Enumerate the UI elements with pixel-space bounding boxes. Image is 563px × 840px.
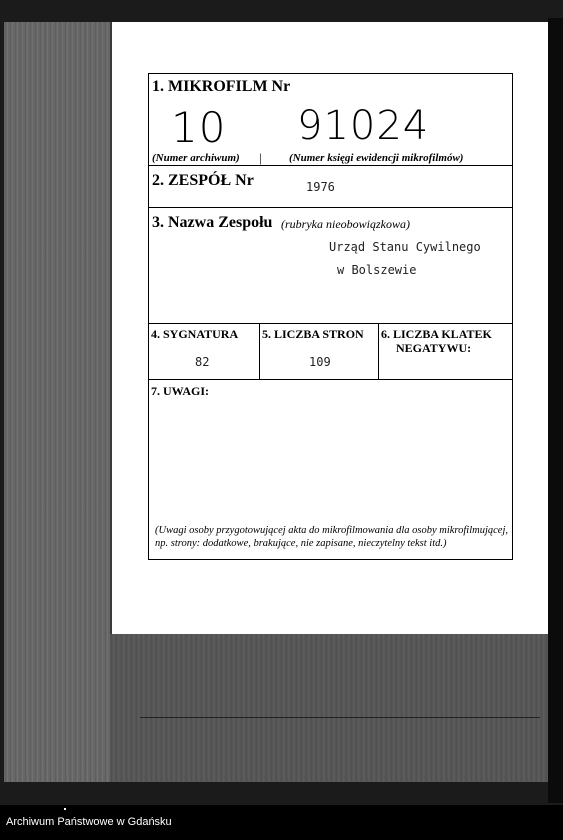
section-7-label: 7. UWAGI: <box>151 384 210 398</box>
archive-number-caption: (Numer archiwum) <box>152 152 240 164</box>
fond-name-line-2: w Bolszewie <box>337 263 417 277</box>
form-rule-2 <box>149 207 512 208</box>
archive-footer-text: Archiwum Państwowe w Gdańsku <box>6 816 172 828</box>
form-rule-3 <box>149 323 512 324</box>
form-col-rule-1 <box>259 323 260 379</box>
film-edge-left <box>4 22 110 782</box>
remarks-note-line-1: (Uwagi osoby przygotowującej akta do mikrofilmowania dla osoby mikrofilmującej, <box>155 525 508 536</box>
form-rule-1 <box>149 165 512 166</box>
section-4-label: 4. SYGNATURA <box>151 327 239 341</box>
section-6-label-line-2: NEGATYWU: <box>396 341 472 355</box>
fond-name-line-1: Urząd Stanu Cywilnego <box>329 240 481 254</box>
signature-value: 82 <box>195 355 210 369</box>
film-edge-right <box>548 18 563 803</box>
film-bottom-line <box>140 717 540 718</box>
section-5-label: 5. LICZBA STRON <box>262 327 364 341</box>
archive-number-handwritten: 10 <box>171 103 227 152</box>
caption-divider: | <box>259 150 262 165</box>
form-col-rule-2 <box>378 323 379 379</box>
form-rule-4 <box>149 379 512 380</box>
section-3-label: 3. Nazwa Zespołu <box>152 214 273 231</box>
section-6-label-line-1: 6. LICZBA KLATEK <box>381 327 492 341</box>
section-2-label: 2. ZESPÓŁ Nr <box>152 172 254 189</box>
footer-dot <box>64 808 66 810</box>
remarks-note-line-2: np. strony: dodatkowe, brakujące, nie zapisane, nieczytelny tekst itd.) <box>155 538 447 549</box>
section-3-note: (rubryka nieobowiązkowa) <box>281 217 410 231</box>
fond-number-value: 1976 <box>306 180 335 194</box>
pages-value: 109 <box>309 355 331 369</box>
film-edge-bottom <box>110 634 550 782</box>
section-1-label: 1. MIKROFILM Nr <box>152 78 291 95</box>
register-number-handwritten: 91024 <box>297 103 430 149</box>
microfilm-form <box>148 73 513 560</box>
register-number-caption: (Numer księgi ewidencji mikrofilmów) <box>289 152 464 164</box>
